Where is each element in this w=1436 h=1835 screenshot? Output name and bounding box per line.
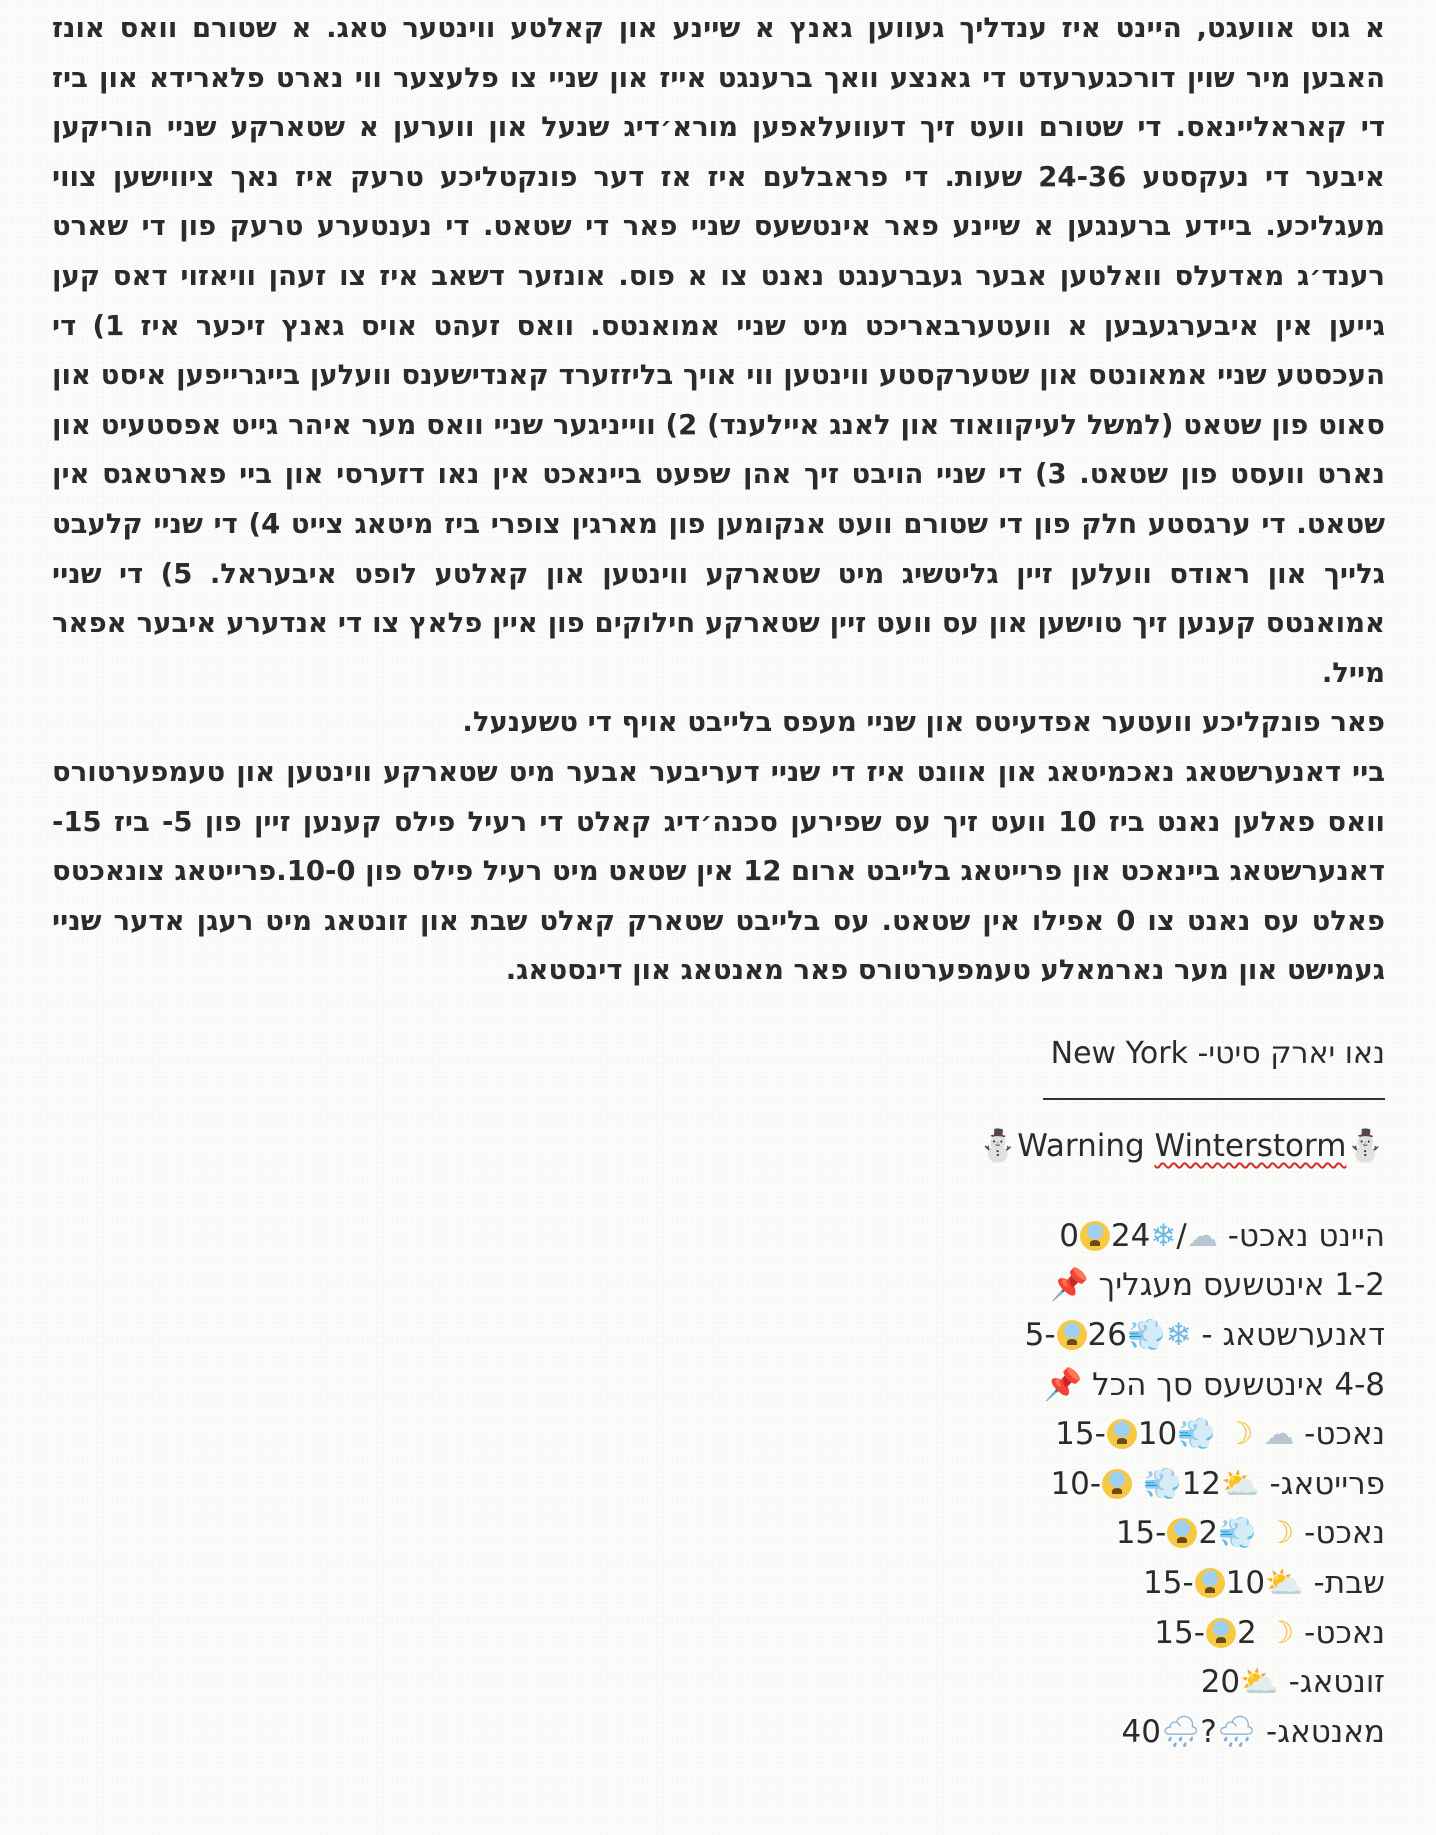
- forecast-text: נאכט-: [1294, 1416, 1385, 1453]
- forecast-text: -5: [1024, 1317, 1056, 1354]
- cloud-icon: ☁: [1263, 1416, 1295, 1453]
- forecast-text: מאנטאג-: [1256, 1713, 1385, 1750]
- fearful-face-icon: [1057, 1320, 1087, 1350]
- forecast-text: 2: [1198, 1515, 1219, 1552]
- fearful-face-icon: [1080, 1221, 1110, 1251]
- forecast-text: זונטאג-: [1278, 1664, 1385, 1701]
- forecast-text: 2: [1236, 1614, 1267, 1651]
- forecast-text: 4-8 אינטשעס סך הכל: [1082, 1366, 1385, 1403]
- cloud-icon: ☁: [1186, 1217, 1218, 1254]
- forecast-text: 10: [1225, 1565, 1266, 1602]
- rain-cloud-icon: 🌧: [1160, 1713, 1201, 1750]
- forecast-text: 0: [1059, 1217, 1079, 1254]
- fearful-face-icon: [1102, 1469, 1132, 1499]
- forecast-line: [52, 1609, 1385, 1659]
- wind-icon: 💨: [1177, 1416, 1216, 1453]
- forecast-line: [52, 1658, 1385, 1708]
- snowflake-icon: ❄: [1150, 1217, 1177, 1254]
- forecast-line: [52, 1410, 1385, 1460]
- forecast-text: -15: [1055, 1416, 1106, 1453]
- forecast-text: /: [1176, 1217, 1187, 1254]
- snowman-icon: ⛄: [1346, 1127, 1385, 1164]
- forecast-text: דאנערשטאג -: [1191, 1317, 1385, 1354]
- sun-cloud-icon: ⛅: [1240, 1664, 1279, 1701]
- forecast-text: 10: [1137, 1416, 1178, 1453]
- moon-icon: ☽: [1266, 1515, 1295, 1552]
- forecast-discussion: [52, 4, 1385, 996]
- forecast-text: נאכט-: [1294, 1614, 1385, 1651]
- forecast-text: [1133, 1466, 1143, 1502]
- forecast-text: 24: [1110, 1217, 1151, 1254]
- fearful-face-icon: [1195, 1568, 1225, 1598]
- forecast-line: [52, 1311, 1385, 1361]
- forecast-line: [52, 1559, 1385, 1609]
- forecast-text: 1-2 אינטשעס מעגליך: [1088, 1267, 1385, 1304]
- fearful-face-icon: [1107, 1419, 1137, 1449]
- warning-word-2: Warning: [1017, 1127, 1145, 1164]
- forecast-text: 20: [1200, 1664, 1241, 1701]
- warning-word-1: Winterstorm: [1154, 1127, 1347, 1164]
- forecast-text: [1257, 1515, 1267, 1551]
- pushpin-icon: 📌: [1043, 1366, 1083, 1403]
- forecast-text: -10: [1050, 1465, 1102, 1502]
- wind-icon: 💨: [1142, 1465, 1182, 1502]
- pushpin-icon: 📌: [1050, 1267, 1089, 1304]
- rain-cloud-icon: 🌧: [1216, 1713, 1257, 1750]
- forecast-text: [1253, 1416, 1263, 1452]
- paragraph-updates: פאר פונקליכע וועטער אפדעיטס און שניי מעפס בלייבט אויף די טשענעל.: [462, 706, 1385, 739]
- forecast-line: [52, 1361, 1385, 1411]
- fearful-face-icon: [1167, 1518, 1197, 1548]
- sun-cloud-icon: ⛅: [1221, 1465, 1260, 1502]
- moon-icon: ☽: [1266, 1614, 1295, 1651]
- forecast-text: ?: [1200, 1713, 1217, 1750]
- paragraph-temperatures: ביי דאנערשטאג נאכמיטאג און אוונט איז די שניי דעריבער אבער מיט שטארקע ווינטען און טעמפערטורס וואס פאלען נאנט ביז 10 וועט זיך עס שפירען סכנה׳דיג קאלט די רעיל פילס קענען זיין פון 5- ביז 15- דאנערשטאג ביינאכט און פרייטאג בלייבט ארום 12 אין שטאט מיט רעיל פילס פון 10-0.פרייטאג צונאכטס פאלט עס נאנט צו 0 אפילו אין שטאט. עס בלייבט שטארק קאלט שבת און זונטאג מיט רעגן אדער שניי געמישט און מער נארמאלע טעמפערטורס פאר מאנטאג און דינסטאג.: [52, 755, 1385, 987]
- forecast-text: [1216, 1416, 1226, 1452]
- forecast-text: נאכט-: [1294, 1515, 1385, 1552]
- forecast-line: [52, 1509, 1385, 1559]
- wind-icon: 💨: [1218, 1515, 1257, 1552]
- forecast-text: -15: [1142, 1565, 1194, 1602]
- forecast-text: -15: [1154, 1614, 1205, 1651]
- paragraph-main: א גוט אוועגט, היינט איז ענדליך געווען גאנץ א שיינע און קאלטע ווינטער טאג. א שטורם וואס אונז האבען מיר שוין דורכגערעדט די גאנצע וואך ברענגט אייז און שניי צו פלעצער ווי נארט פלארידא און ביז די קאראליינאס. די שטורם וועט זיך דעוועלאפען מורא׳דיג שנעל און ווערען א שטארקע שניי הוריקען איבער די נעקסטע 24-36 שעות. די פראבלעם איז אז דער פונקטליכע טרעק איז נאך ציווישען צווי מעגליכע. ביידע ברענגען א שיינע פאר אינטשעס שניי פאר די שטאט. די נענטערע טרעק פון די שארט רענד׳ג מאדעלס וואלטען אבער געברענגט נאנט צו א פוס. אונזער דשאב איז צו זעהן וויאזוי דאס קען גייען אין איבערגעבען א וועטערבאריכט מיט שניי אמואנטס. וואס זעהט אויס גאנץ זיכער איז 1) די העכסטע שניי אמאונטס און שטערקסטע ווינטען ווי אויך בליזזערד קאנדישענס וועלען בייגרייפען איסט און סאוט פון שטאט (למשל לעיקוואוד און לאנג איילענד) 2) ווייניגער שניי וואס מער איהר גייט אפסטעיט און נארט וועסט פון שטאט. 3) די שניי הויבט זיך אהן שפעט ביינאכט אין נאו דזערסי און ביי פארטאגס אין שטאט. די ערגסטע חלק פון די שטורם וועט אנקומען פון מארגין צופרי ביז מיטאג צייט 4) די שניי קלעבט גלייך און ראודס וועלען זיין גליטשיג מיט שטארקע ווינטען און קאלטע לופט איבעראל. 5) די שניי אמואנטס קענען זיך טוישען און עס וועט זיין שטארקע חילוקים פון איין פלאץ צו די אנדערע איבער אפאר מייל.: [52, 12, 1385, 689]
- wind-icon: 💨: [1126, 1317, 1166, 1354]
- forecast-text: שבת-: [1303, 1565, 1385, 1602]
- moon-icon: ☽: [1225, 1416, 1254, 1453]
- fearful-face-icon: [1206, 1618, 1236, 1648]
- forecast-text: 40: [1121, 1713, 1161, 1750]
- forecast-text: -15: [1115, 1515, 1167, 1552]
- sun-cloud-icon: ⛅: [1265, 1565, 1304, 1602]
- forecast-text: 12: [1181, 1465, 1222, 1502]
- forecast-text: 26: [1087, 1317, 1127, 1354]
- forecast-line: [52, 1460, 1385, 1510]
- forecast-list: [52, 1212, 1385, 1758]
- forecast-line: [52, 1261, 1385, 1311]
- forecast-line: [52, 1212, 1385, 1262]
- note-body[interactable]: [52, 4, 1385, 1757]
- snowflake-icon: ❄: [1165, 1317, 1192, 1354]
- snowman-icon: ⛄: [978, 1127, 1018, 1164]
- forecast-line: [52, 1708, 1385, 1758]
- divider-line: [1043, 1098, 1385, 1100]
- winter-storm-warning: [52, 1124, 1385, 1168]
- city-heading: נאו יארק סיטי- New York: [1050, 1035, 1385, 1071]
- forecast-text: פרייטאג-: [1259, 1465, 1385, 1502]
- forecast-text: היינט נאכט-: [1217, 1217, 1385, 1254]
